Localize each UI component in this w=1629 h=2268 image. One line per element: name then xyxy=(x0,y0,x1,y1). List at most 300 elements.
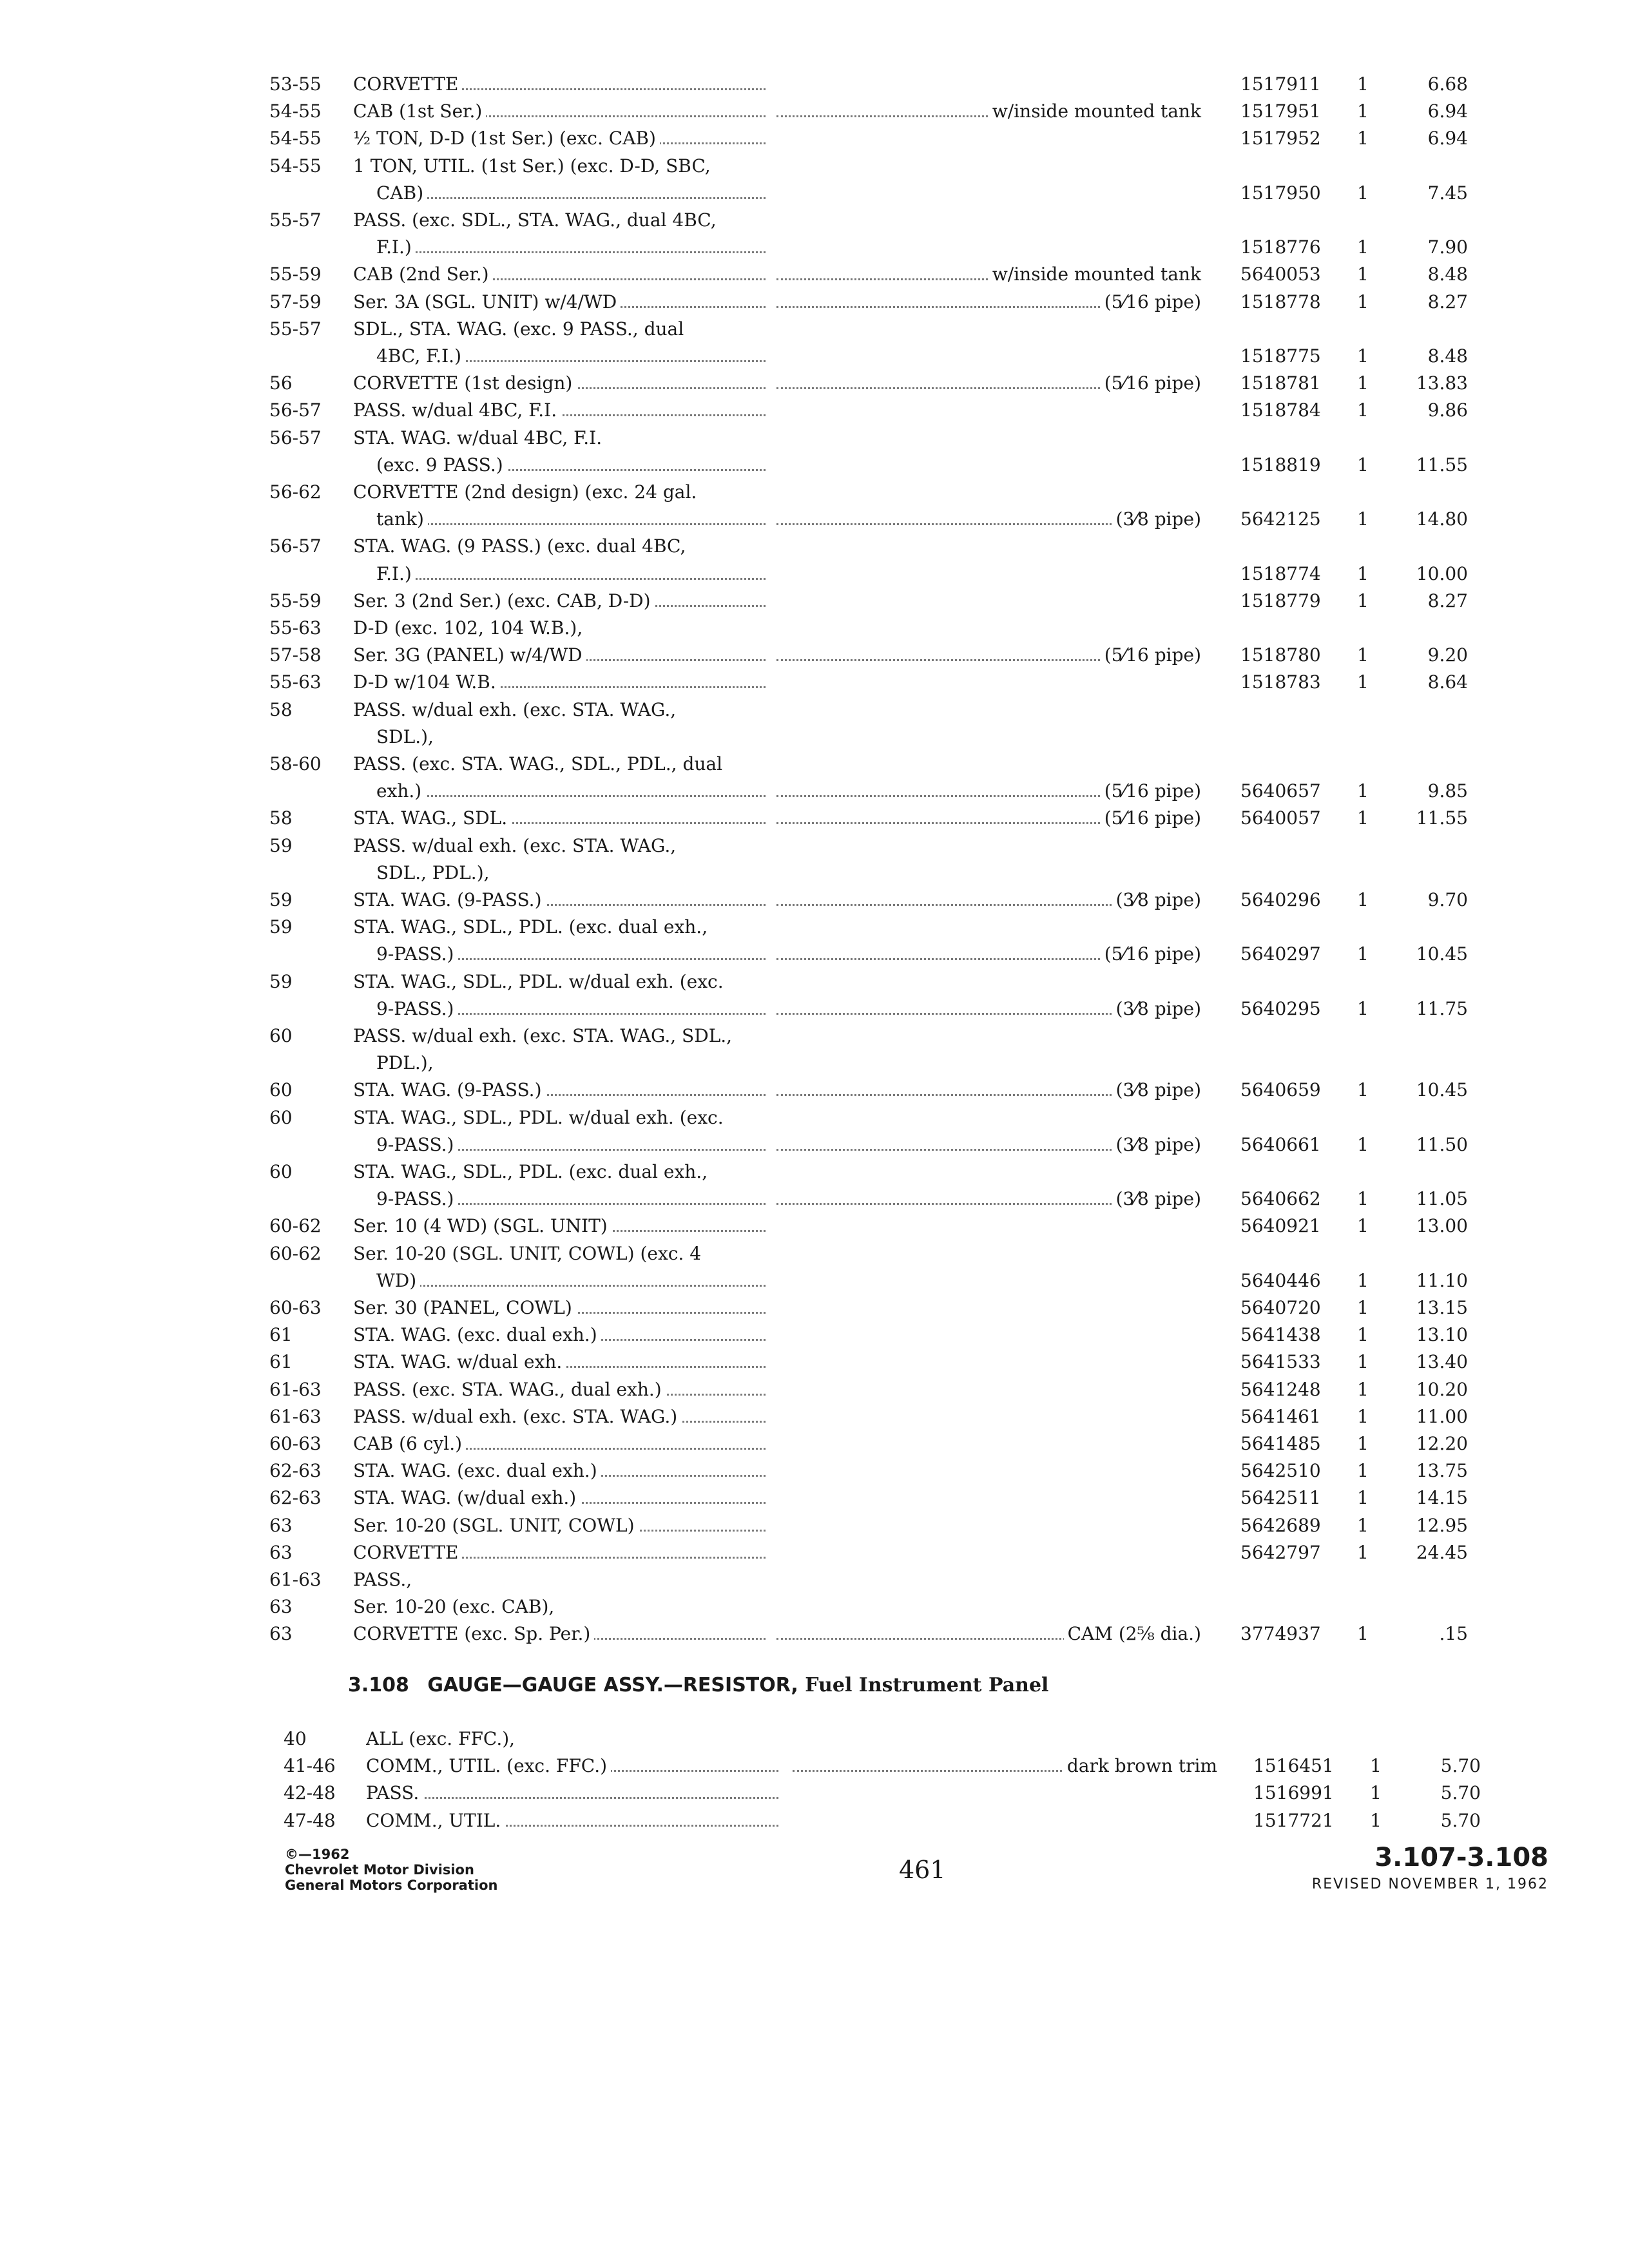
model-description: PASS. w/dual exh. (exc. STA. WAG., xyxy=(353,697,766,724)
model-description: CAB (2nd Ser.) xyxy=(353,261,766,288)
part-number: 1516451 xyxy=(1253,1755,1334,1777)
table-row xyxy=(0,1349,1629,1376)
quantity: 1 xyxy=(1357,1405,1369,1427)
list-price: 5.70 xyxy=(1440,1809,1481,1831)
model-description: WD) xyxy=(376,1267,766,1294)
year-range: 62-63 xyxy=(269,1460,322,1482)
table-row xyxy=(0,1294,1629,1321)
note: w/inside mounted tank xyxy=(776,98,1205,125)
table-row xyxy=(0,1753,1629,1780)
table-row xyxy=(0,1457,1629,1485)
table-row xyxy=(0,289,1629,316)
table-row-continued-head xyxy=(0,425,1629,452)
quantity: 1 xyxy=(1357,1460,1369,1482)
table-row xyxy=(0,642,1629,669)
list-price: 24.45 xyxy=(1416,1541,1468,1563)
year-range: 60-63 xyxy=(269,1433,322,1454)
list-price: 11.55 xyxy=(1416,454,1468,476)
part-number: 5642689 xyxy=(1240,1514,1321,1536)
year-range: 47-48 xyxy=(284,1809,336,1831)
part-number: 1518774 xyxy=(1240,562,1321,584)
quantity: 1 xyxy=(1357,807,1369,829)
copyright: ©—1962 xyxy=(285,1847,350,1862)
table-row xyxy=(0,506,1629,533)
note: (3⁄8 pipe) xyxy=(776,1131,1205,1158)
table-row xyxy=(0,125,1629,152)
table-row-continued-head xyxy=(0,207,1629,234)
part-number: 1518784 xyxy=(1240,399,1321,421)
list-price: 6.94 xyxy=(1427,101,1468,122)
table-row xyxy=(0,860,1629,887)
year-range: 61 xyxy=(269,1324,293,1346)
list-price: 13.10 xyxy=(1416,1324,1468,1346)
part-number: 3774937 xyxy=(1240,1623,1321,1645)
table-row xyxy=(0,561,1629,588)
model-description: PASS. (exc. STA. WAG., SDL., PDL., dual xyxy=(353,751,766,778)
note: (3⁄8 pipe) xyxy=(776,887,1205,914)
model-description: Ser. 3A (SGL. UNIT) w/4/WD xyxy=(353,289,766,316)
table-row xyxy=(0,887,1629,914)
list-price: 13.83 xyxy=(1416,372,1468,394)
list-price: 9.85 xyxy=(1427,780,1468,802)
year-range: 63 xyxy=(269,1623,293,1645)
table-row xyxy=(0,941,1629,968)
year-range: 59 xyxy=(269,970,293,992)
list-price: 8.48 xyxy=(1427,345,1468,367)
year-range: 57-59 xyxy=(269,291,322,312)
year-range: 58 xyxy=(269,807,293,829)
year-range: 63 xyxy=(269,1514,293,1536)
note: (5⁄16 pipe) xyxy=(776,289,1205,316)
table-row xyxy=(0,234,1629,261)
table-row xyxy=(0,778,1629,805)
model-description: PASS., xyxy=(353,1566,766,1593)
part-number: 5642510 xyxy=(1240,1460,1321,1482)
quantity: 1 xyxy=(1357,101,1369,122)
part-number: 5640053 xyxy=(1240,264,1321,285)
corporation-name: General Motors Corporation xyxy=(285,1878,498,1893)
list-price: 11.10 xyxy=(1416,1269,1468,1291)
year-range: 59 xyxy=(269,889,293,910)
table-row-continued-head xyxy=(0,1240,1629,1267)
year-range: 54-55 xyxy=(269,128,322,149)
quantity: 1 xyxy=(1357,1433,1369,1454)
part-number: 5640057 xyxy=(1240,807,1321,829)
part-number: 5640297 xyxy=(1240,943,1321,965)
table-row-continued-head xyxy=(0,832,1629,860)
list-price: 6.94 xyxy=(1427,128,1468,149)
model-description: SDL., STA. WAG. (exc. 9 PASS., dual xyxy=(353,316,766,343)
table-row xyxy=(0,98,1629,125)
year-range: 56-62 xyxy=(269,481,322,503)
part-number: 5641461 xyxy=(1240,1405,1321,1427)
list-price: 8.27 xyxy=(1427,291,1468,312)
list-price: 8.48 xyxy=(1427,264,1468,285)
table-row-continued-head xyxy=(0,479,1629,506)
year-range: 54-55 xyxy=(269,101,322,122)
quantity: 1 xyxy=(1357,182,1369,204)
quantity: 1 xyxy=(1357,73,1369,95)
table-row xyxy=(0,995,1629,1023)
part-number: 5640657 xyxy=(1240,780,1321,802)
table-row-continued-head xyxy=(0,316,1629,343)
note: (5⁄16 pipe) xyxy=(776,370,1205,397)
model-description: PASS. (exc. STA. WAG., dual exh.) xyxy=(353,1376,766,1403)
quantity: 1 xyxy=(1357,590,1369,611)
model-description: CORVETTE (exc. Sp. Per.) xyxy=(353,1620,766,1648)
year-range: 42-48 xyxy=(284,1782,336,1804)
table-row xyxy=(0,1430,1629,1457)
list-price: 12.95 xyxy=(1416,1514,1468,1536)
model-description: STA. WAG. (exc. dual exh.) xyxy=(353,1457,766,1485)
table-row xyxy=(0,1403,1629,1430)
quantity: 1 xyxy=(1357,889,1369,910)
table-row xyxy=(0,452,1629,479)
year-range: 58 xyxy=(269,698,293,720)
list-price: 10.20 xyxy=(1416,1378,1468,1400)
year-range: 61-63 xyxy=(269,1569,322,1590)
part-number: 5640661 xyxy=(1240,1133,1321,1155)
part-number: 1518779 xyxy=(1240,590,1321,611)
table-row xyxy=(0,1321,1629,1349)
table-row xyxy=(0,1725,1629,1753)
table-row xyxy=(0,1267,1629,1294)
year-range: 58-60 xyxy=(269,753,322,774)
table-row-continued-head xyxy=(0,153,1629,180)
quantity: 1 xyxy=(1357,128,1369,149)
year-range: 60 xyxy=(269,1025,293,1046)
list-price: 6.68 xyxy=(1427,73,1468,95)
note: dark brown trim xyxy=(793,1753,1221,1780)
section-title: GAUGE—GAUGE ASSY.—RESISTOR, xyxy=(427,1674,798,1696)
part-number: 5640720 xyxy=(1240,1297,1321,1318)
quantity: 1 xyxy=(1357,1623,1369,1645)
year-range: 60-63 xyxy=(269,1297,322,1318)
table-row xyxy=(0,1131,1629,1158)
model-description: PASS. xyxy=(366,1780,778,1807)
year-range: 54-55 xyxy=(269,155,322,177)
model-description: PDL.), xyxy=(376,1050,766,1077)
model-description: Ser. 10-20 (exc. CAB), xyxy=(353,1593,766,1620)
model-description: CORVETTE (1st design) xyxy=(353,370,766,397)
quantity: 1 xyxy=(1357,1324,1369,1346)
quantity: 1 xyxy=(1357,264,1369,285)
year-range: 63 xyxy=(269,1541,293,1563)
model-description: STA. WAG. (exc. dual exh.) xyxy=(353,1321,766,1349)
note: (3⁄8 pipe) xyxy=(776,1077,1205,1104)
table-row xyxy=(0,1186,1629,1213)
quantity: 1 xyxy=(1357,454,1369,476)
model-description: Ser. 10-20 (SGL. UNIT, COWL) xyxy=(353,1512,766,1539)
quantity: 1 xyxy=(1357,1351,1369,1373)
model-description: PASS. (exc. SDL., STA. WAG., dual 4BC, xyxy=(353,207,766,234)
part-number: 5640659 xyxy=(1240,1079,1321,1101)
table-row xyxy=(0,1620,1629,1648)
table-row-continued-head xyxy=(0,1104,1629,1131)
table-row xyxy=(0,1807,1629,1834)
model-description: F.I.) xyxy=(376,234,766,261)
table-row xyxy=(0,1566,1629,1593)
note: (5⁄16 pipe) xyxy=(776,805,1205,832)
list-price: 13.00 xyxy=(1416,1215,1468,1237)
model-description: CAB (1st Ser.) xyxy=(353,98,766,125)
list-price: .15 xyxy=(1439,1623,1468,1645)
model-description: 4BC, F.I.) xyxy=(376,343,766,370)
note: (5⁄16 pipe) xyxy=(776,778,1205,805)
table-row xyxy=(0,615,1629,642)
year-range: 56-57 xyxy=(269,535,322,557)
model-description: STA. WAG., SDL. xyxy=(353,805,766,832)
part-number: 5641438 xyxy=(1240,1324,1321,1346)
list-price: 10.45 xyxy=(1416,1079,1468,1101)
year-range: 55-63 xyxy=(269,617,322,639)
table-row xyxy=(0,261,1629,288)
part-number: 1517911 xyxy=(1240,73,1321,95)
table-row-continued-head xyxy=(0,697,1629,724)
table-row xyxy=(0,1077,1629,1104)
model-description: STA. WAG., SDL., PDL. (exc. dual exh., xyxy=(353,914,766,941)
table-row xyxy=(0,1593,1629,1620)
year-range: 55-59 xyxy=(269,590,322,611)
model-description: exh.) xyxy=(376,778,766,805)
quantity: 1 xyxy=(1370,1782,1382,1804)
table-row-continued-head xyxy=(0,1158,1629,1186)
part-number: 5642511 xyxy=(1240,1487,1321,1509)
part-number: 1517950 xyxy=(1240,182,1321,204)
model-description: PASS. w/dual exh. (exc. STA. WAG., xyxy=(353,832,766,860)
model-description: tank) xyxy=(376,506,766,533)
table-row xyxy=(0,669,1629,696)
table-row xyxy=(0,71,1629,98)
year-range: 59 xyxy=(269,834,293,856)
quantity: 1 xyxy=(1357,671,1369,693)
table-row xyxy=(0,1213,1629,1240)
quantity: 1 xyxy=(1357,997,1369,1019)
year-range: 63 xyxy=(269,1596,293,1618)
list-price: 5.70 xyxy=(1440,1782,1481,1804)
part-number: 5640446 xyxy=(1240,1269,1321,1291)
list-price: 11.05 xyxy=(1416,1188,1468,1210)
model-description: CAB) xyxy=(376,180,766,207)
year-range: 60 xyxy=(269,1161,293,1182)
quantity: 1 xyxy=(1357,1215,1369,1237)
part-number: 1518781 xyxy=(1240,372,1321,394)
page-number: 461 xyxy=(899,1856,946,1884)
table-row-continued-head xyxy=(0,968,1629,995)
part-number: 5642797 xyxy=(1240,1541,1321,1563)
model-description: D-D w/104 W.B. xyxy=(353,669,766,696)
part-number: 5642125 xyxy=(1240,508,1321,530)
model-description: SDL.), xyxy=(376,724,766,751)
model-description: ALL (exc. FFC.), xyxy=(366,1725,778,1753)
model-description: STA. WAG. (9-PASS.) xyxy=(353,1077,766,1104)
year-range: 62-63 xyxy=(269,1487,322,1509)
part-number: 1518776 xyxy=(1240,236,1321,258)
model-description: Ser. 10 (4 WD) (SGL. UNIT) xyxy=(353,1213,766,1240)
model-description: PASS. w/dual exh. (exc. STA. WAG.) xyxy=(353,1403,766,1430)
part-number: 1517952 xyxy=(1240,128,1321,149)
model-description: STA. WAG. (9-PASS.) xyxy=(353,887,766,914)
part-number: 5640662 xyxy=(1240,1188,1321,1210)
part-number: 1516991 xyxy=(1253,1782,1334,1804)
model-description: STA. WAG. (9 PASS.) (exc. dual 4BC, xyxy=(353,533,766,560)
revision-date: REVISED NOVEMBER 1, 1962 xyxy=(1311,1876,1548,1892)
section-range: 3.107-3.108 xyxy=(1374,1843,1548,1872)
model-description: CORVETTE xyxy=(353,71,766,98)
table-row xyxy=(0,805,1629,832)
quantity: 1 xyxy=(1357,345,1369,367)
year-range: 55-59 xyxy=(269,264,322,285)
model-description: STA. WAG. w/dual exh. xyxy=(353,1349,766,1376)
part-number: 1517721 xyxy=(1253,1809,1334,1831)
list-price: 13.40 xyxy=(1416,1351,1468,1373)
table-row xyxy=(0,1780,1629,1807)
model-description: STA. WAG., SDL., PDL. w/dual exh. (exc. xyxy=(353,968,766,995)
quantity: 1 xyxy=(1357,1487,1369,1509)
quantity: 1 xyxy=(1357,1541,1369,1563)
model-description: 9-PASS.) xyxy=(376,1131,766,1158)
quantity: 1 xyxy=(1370,1809,1382,1831)
year-range: 61 xyxy=(269,1351,293,1373)
model-description: COMM., UTIL. (exc. FFC.) xyxy=(366,1753,778,1780)
model-description: STA. WAG. w/dual 4BC, F.I. xyxy=(353,425,766,452)
part-number: 1517951 xyxy=(1240,101,1321,122)
section-subtitle: Fuel Instrument Panel xyxy=(805,1674,1049,1696)
list-price: 7.90 xyxy=(1427,236,1468,258)
year-range: 55-57 xyxy=(269,318,322,340)
part-number: 1518819 xyxy=(1240,454,1321,476)
footer-publisher xyxy=(285,1847,497,1893)
list-price: 13.75 xyxy=(1416,1460,1468,1482)
model-description: F.I.) xyxy=(376,561,766,588)
model-description: ½ TON, D-D (1st Ser.) (exc. CAB) xyxy=(353,125,766,152)
model-description: PASS. w/dual 4BC, F.I. xyxy=(353,397,766,424)
model-description: 1 TON, UTIL. (1st Ser.) (exc. D-D, SBC, xyxy=(353,153,766,180)
table-row-continued-head xyxy=(0,533,1629,560)
quantity: 1 xyxy=(1357,291,1369,312)
list-price: 9.86 xyxy=(1427,399,1468,421)
year-range: 56-57 xyxy=(269,399,322,421)
model-description: (exc. 9 PASS.) xyxy=(376,452,766,479)
year-range: 60 xyxy=(269,1079,293,1101)
model-description: Ser. 3G (PANEL) w/4/WD xyxy=(353,642,766,669)
year-range: 53-55 xyxy=(269,73,322,95)
list-price: 7.45 xyxy=(1427,182,1468,204)
model-description: CORVETTE xyxy=(353,1539,766,1566)
model-description: CAB (6 cyl.) xyxy=(353,1430,766,1457)
part-number: 1518783 xyxy=(1240,671,1321,693)
table-row-continued-head xyxy=(0,751,1629,778)
list-price: 14.15 xyxy=(1416,1487,1468,1509)
model-description: SDL., PDL.), xyxy=(376,860,766,887)
part-number: 5641248 xyxy=(1240,1378,1321,1400)
section-number: 3.108 xyxy=(348,1674,409,1696)
year-range: 61-63 xyxy=(269,1405,322,1427)
quantity: 1 xyxy=(1357,372,1369,394)
list-price: 11.75 xyxy=(1416,997,1468,1019)
quantity: 1 xyxy=(1357,1188,1369,1210)
note: CAM (2⅝ dia.) xyxy=(776,1620,1205,1648)
table-row xyxy=(0,343,1629,370)
year-range: 55-57 xyxy=(269,209,322,231)
part-number: 5640295 xyxy=(1240,997,1321,1019)
part-number: 1518775 xyxy=(1240,345,1321,367)
model-description: STA. WAG., SDL., PDL. w/dual exh. (exc. xyxy=(353,1104,766,1131)
part-number: 1518780 xyxy=(1240,644,1321,666)
quantity: 1 xyxy=(1357,644,1369,666)
list-price: 9.20 xyxy=(1427,644,1468,666)
model-description: 9-PASS.) xyxy=(376,1186,766,1213)
table-row xyxy=(0,588,1629,615)
quantity: 1 xyxy=(1357,943,1369,965)
note: (5⁄16 pipe) xyxy=(776,941,1205,968)
list-price: 10.00 xyxy=(1416,562,1468,584)
part-number: 5640296 xyxy=(1240,889,1321,910)
model-description: CORVETTE (2nd design) (exc. 24 gal. xyxy=(353,479,766,506)
year-range: 60-62 xyxy=(269,1242,322,1264)
list-price: 12.20 xyxy=(1416,1433,1468,1454)
list-price: 11.50 xyxy=(1416,1133,1468,1155)
table-row xyxy=(0,724,1629,751)
year-range: 56 xyxy=(269,372,293,394)
model-description: Ser. 10-20 (SGL. UNIT, COWL) (exc. 4 xyxy=(353,1240,766,1267)
model-description: PASS. w/dual exh. (exc. STA. WAG., SDL., xyxy=(353,1023,766,1050)
year-range: 60-62 xyxy=(269,1215,322,1237)
model-description: STA. WAG., SDL., PDL. (exc. dual exh., xyxy=(353,1158,766,1186)
list-price: 11.00 xyxy=(1416,1405,1468,1427)
table-row xyxy=(0,397,1629,424)
table-row-continued-head xyxy=(0,914,1629,941)
quantity: 1 xyxy=(1357,1297,1369,1318)
quantity: 1 xyxy=(1357,1269,1369,1291)
model-description: 9-PASS.) xyxy=(376,995,766,1023)
year-range: 55-63 xyxy=(269,671,322,693)
part-number: 1518778 xyxy=(1240,291,1321,312)
table-row xyxy=(0,1539,1629,1566)
year-range: 40 xyxy=(284,1728,307,1749)
year-range: 41-46 xyxy=(284,1755,336,1777)
year-range: 56-57 xyxy=(269,427,322,448)
note: w/inside mounted tank xyxy=(776,261,1205,288)
model-description: Ser. 30 (PANEL, COWL) xyxy=(353,1294,766,1321)
list-price: 13.15 xyxy=(1416,1297,1468,1318)
quantity: 1 xyxy=(1357,562,1369,584)
year-range: 60 xyxy=(269,1106,293,1128)
quantity: 1 xyxy=(1357,1514,1369,1536)
year-range: 57-58 xyxy=(269,644,322,666)
quantity: 1 xyxy=(1357,1378,1369,1400)
list-price: 5.70 xyxy=(1440,1755,1481,1777)
year-range: 59 xyxy=(269,916,293,938)
table-row xyxy=(0,370,1629,397)
model-description: COMM., UTIL. xyxy=(366,1807,778,1834)
table-row xyxy=(0,180,1629,207)
table-row xyxy=(0,1376,1629,1403)
model-description: 9-PASS.) xyxy=(376,941,766,968)
table-row xyxy=(0,1485,1629,1512)
quantity: 1 xyxy=(1357,508,1369,530)
quantity: 1 xyxy=(1357,1079,1369,1101)
quantity: 1 xyxy=(1370,1755,1382,1777)
list-price: 8.64 xyxy=(1427,671,1468,693)
table-row xyxy=(0,1050,1629,1077)
note: (3⁄8 pipe) xyxy=(776,995,1205,1023)
list-price: 11.55 xyxy=(1416,807,1468,829)
model-description: Ser. 3 (2nd Ser.) (exc. CAB, D-D) xyxy=(353,588,766,615)
quantity: 1 xyxy=(1357,780,1369,802)
model-description: STA. WAG. (w/dual exh.) xyxy=(353,1485,766,1512)
quantity: 1 xyxy=(1357,1133,1369,1155)
